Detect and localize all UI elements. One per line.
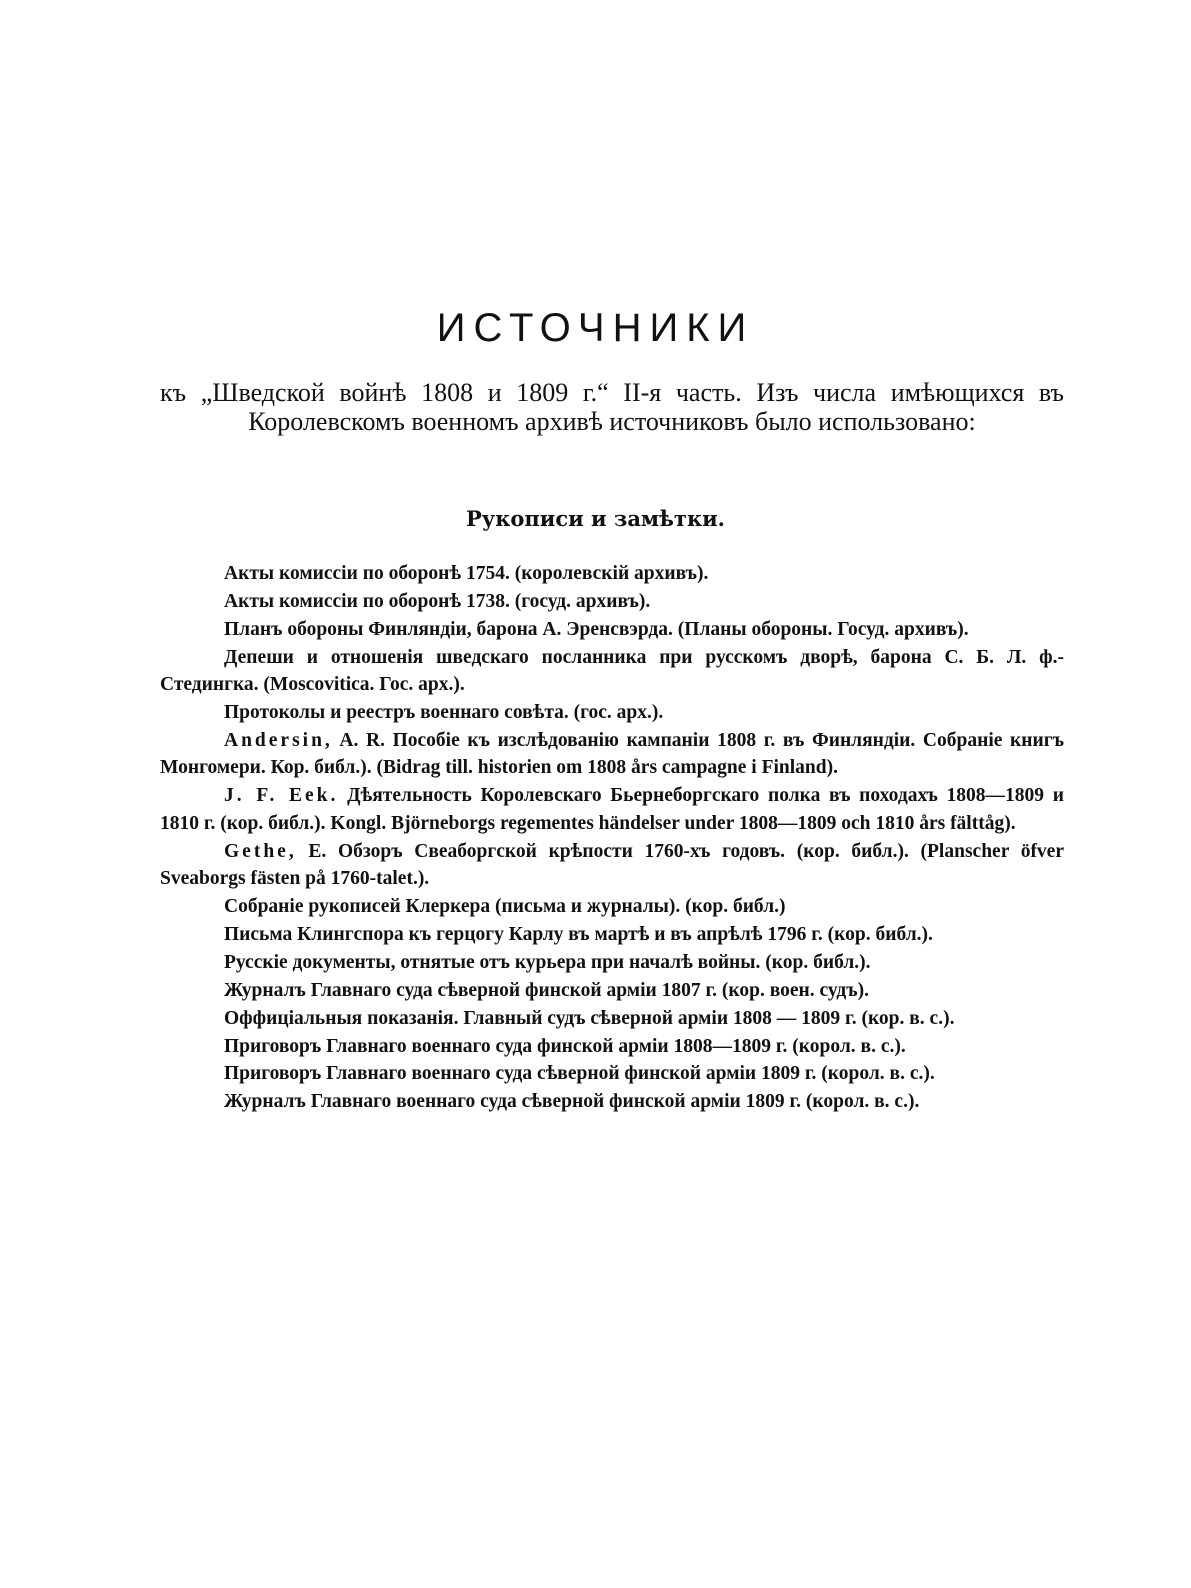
list-item (160, 1060, 1064, 1088)
entry-author: J. F. Eek. (224, 785, 339, 807)
list-item (160, 782, 1064, 837)
list-item (160, 893, 1064, 921)
entry-text: Письма Клингспора къ герцогу Карлу въ мартѣ и въ апрѣлѣ 1796 г. (кор. библ.). (224, 924, 933, 946)
list-item (160, 727, 1064, 782)
entry-author: Gethe, (224, 840, 297, 862)
list-item (160, 1088, 1064, 1116)
entry-text: Приговоръ Главнаго военнаго суда сѣверной финской арміи 1809 г. (корол. в. с.). (224, 1063, 935, 1085)
list-item (160, 838, 1064, 893)
list-item (160, 977, 1064, 1005)
entry-text: Акты комиссіи по оборонѣ 1754. (королевскій архивъ). (224, 563, 709, 584)
list-item (160, 699, 1064, 727)
entry-text: Протоколы и реестръ военнаго совѣта. (гос. арх.). (224, 702, 664, 724)
list-item (160, 949, 1064, 977)
list-item (160, 616, 1064, 644)
entry-text: Планъ обороны Финляндіи, барона А. Эренсвэрда. (Планы обороны. Госуд. архивъ). (224, 618, 969, 640)
entry-text: Приговоръ Главнаго военнаго суда финской арміи 1808—1809 г. (корол. в. с.). (224, 1035, 906, 1057)
entry-text: Оффиціальныя показанія. Главный судъ сѣверной арміи 1808 — 1809 г. (кор. в. с.). (224, 1007, 955, 1029)
entry-text: A. R. Пособіе къ изслѣдованію кампаніи 1808 г. въ Финляндіи. Собраніе книгъ Монгомери. Кор. библ.). (Bidrag till. historien om 1808 års campagne i Finland). (160, 729, 1064, 779)
intro-paragraph: къ „Шведской войнѣ 1808 и 1809 г.“ II-я часть. Изъ числа имѣющихся въ Королевскомъ военномъ архивѣ источниковъ было использовано: (160, 378, 1064, 436)
list-item (160, 644, 1064, 699)
entry-text: Дѣятельность Королевскаго Бьернеборгскаго полка въ походахъ 1808—1809 и 1810 г. (кор. библ.). Kongl. Björneborgs regementes händelser under 1808—1809 och 1810 års fälttåg). (160, 785, 1064, 834)
list-item (160, 1005, 1064, 1033)
section-subtitle: Рукописи и замѣтки. (466, 506, 725, 531)
source-list (160, 560, 1064, 1116)
list-item (160, 560, 1064, 588)
page-title: ИСТОЧНИКИ (436, 306, 755, 350)
entry-text: Собраніе рукописей Клеркера (письма и журналы). (кор. библ.) (224, 896, 786, 918)
entry-text: Депеши и отношенія шведскаго посланника при русскомъ дворѣ, барона С. Б. Л. ф.-Стедингка. (Moscovitica. Гос. арх.). (160, 646, 1064, 696)
entry-author: Andersin, (224, 729, 333, 751)
entry-text: E. Обзоръ Свеаборгской крѣпости 1760-хъ годовъ. (кор. библ.). (Planscher öfver Sveaborgs fästen på 1760-talet.). (160, 840, 1064, 890)
entry-text: Журналъ Главнаго суда сѣверной финской арміи 1807 г. (кор. воен. судъ). (224, 979, 870, 1001)
list-item (160, 588, 1064, 616)
entry-text: Русскіе документы, отнятые отъ курьера при началѣ войны. (кор. библ.). (224, 951, 871, 973)
entry-text: Журналъ Главнаго военнаго суда сѣверной финской арміи 1809 г. (корол. в. с.). (224, 1091, 920, 1113)
entry-text: Акты комиссіи по оборонѣ 1738. (госуд. архивъ). (224, 590, 651, 612)
list-item (160, 1033, 1064, 1061)
list-item (160, 921, 1064, 949)
